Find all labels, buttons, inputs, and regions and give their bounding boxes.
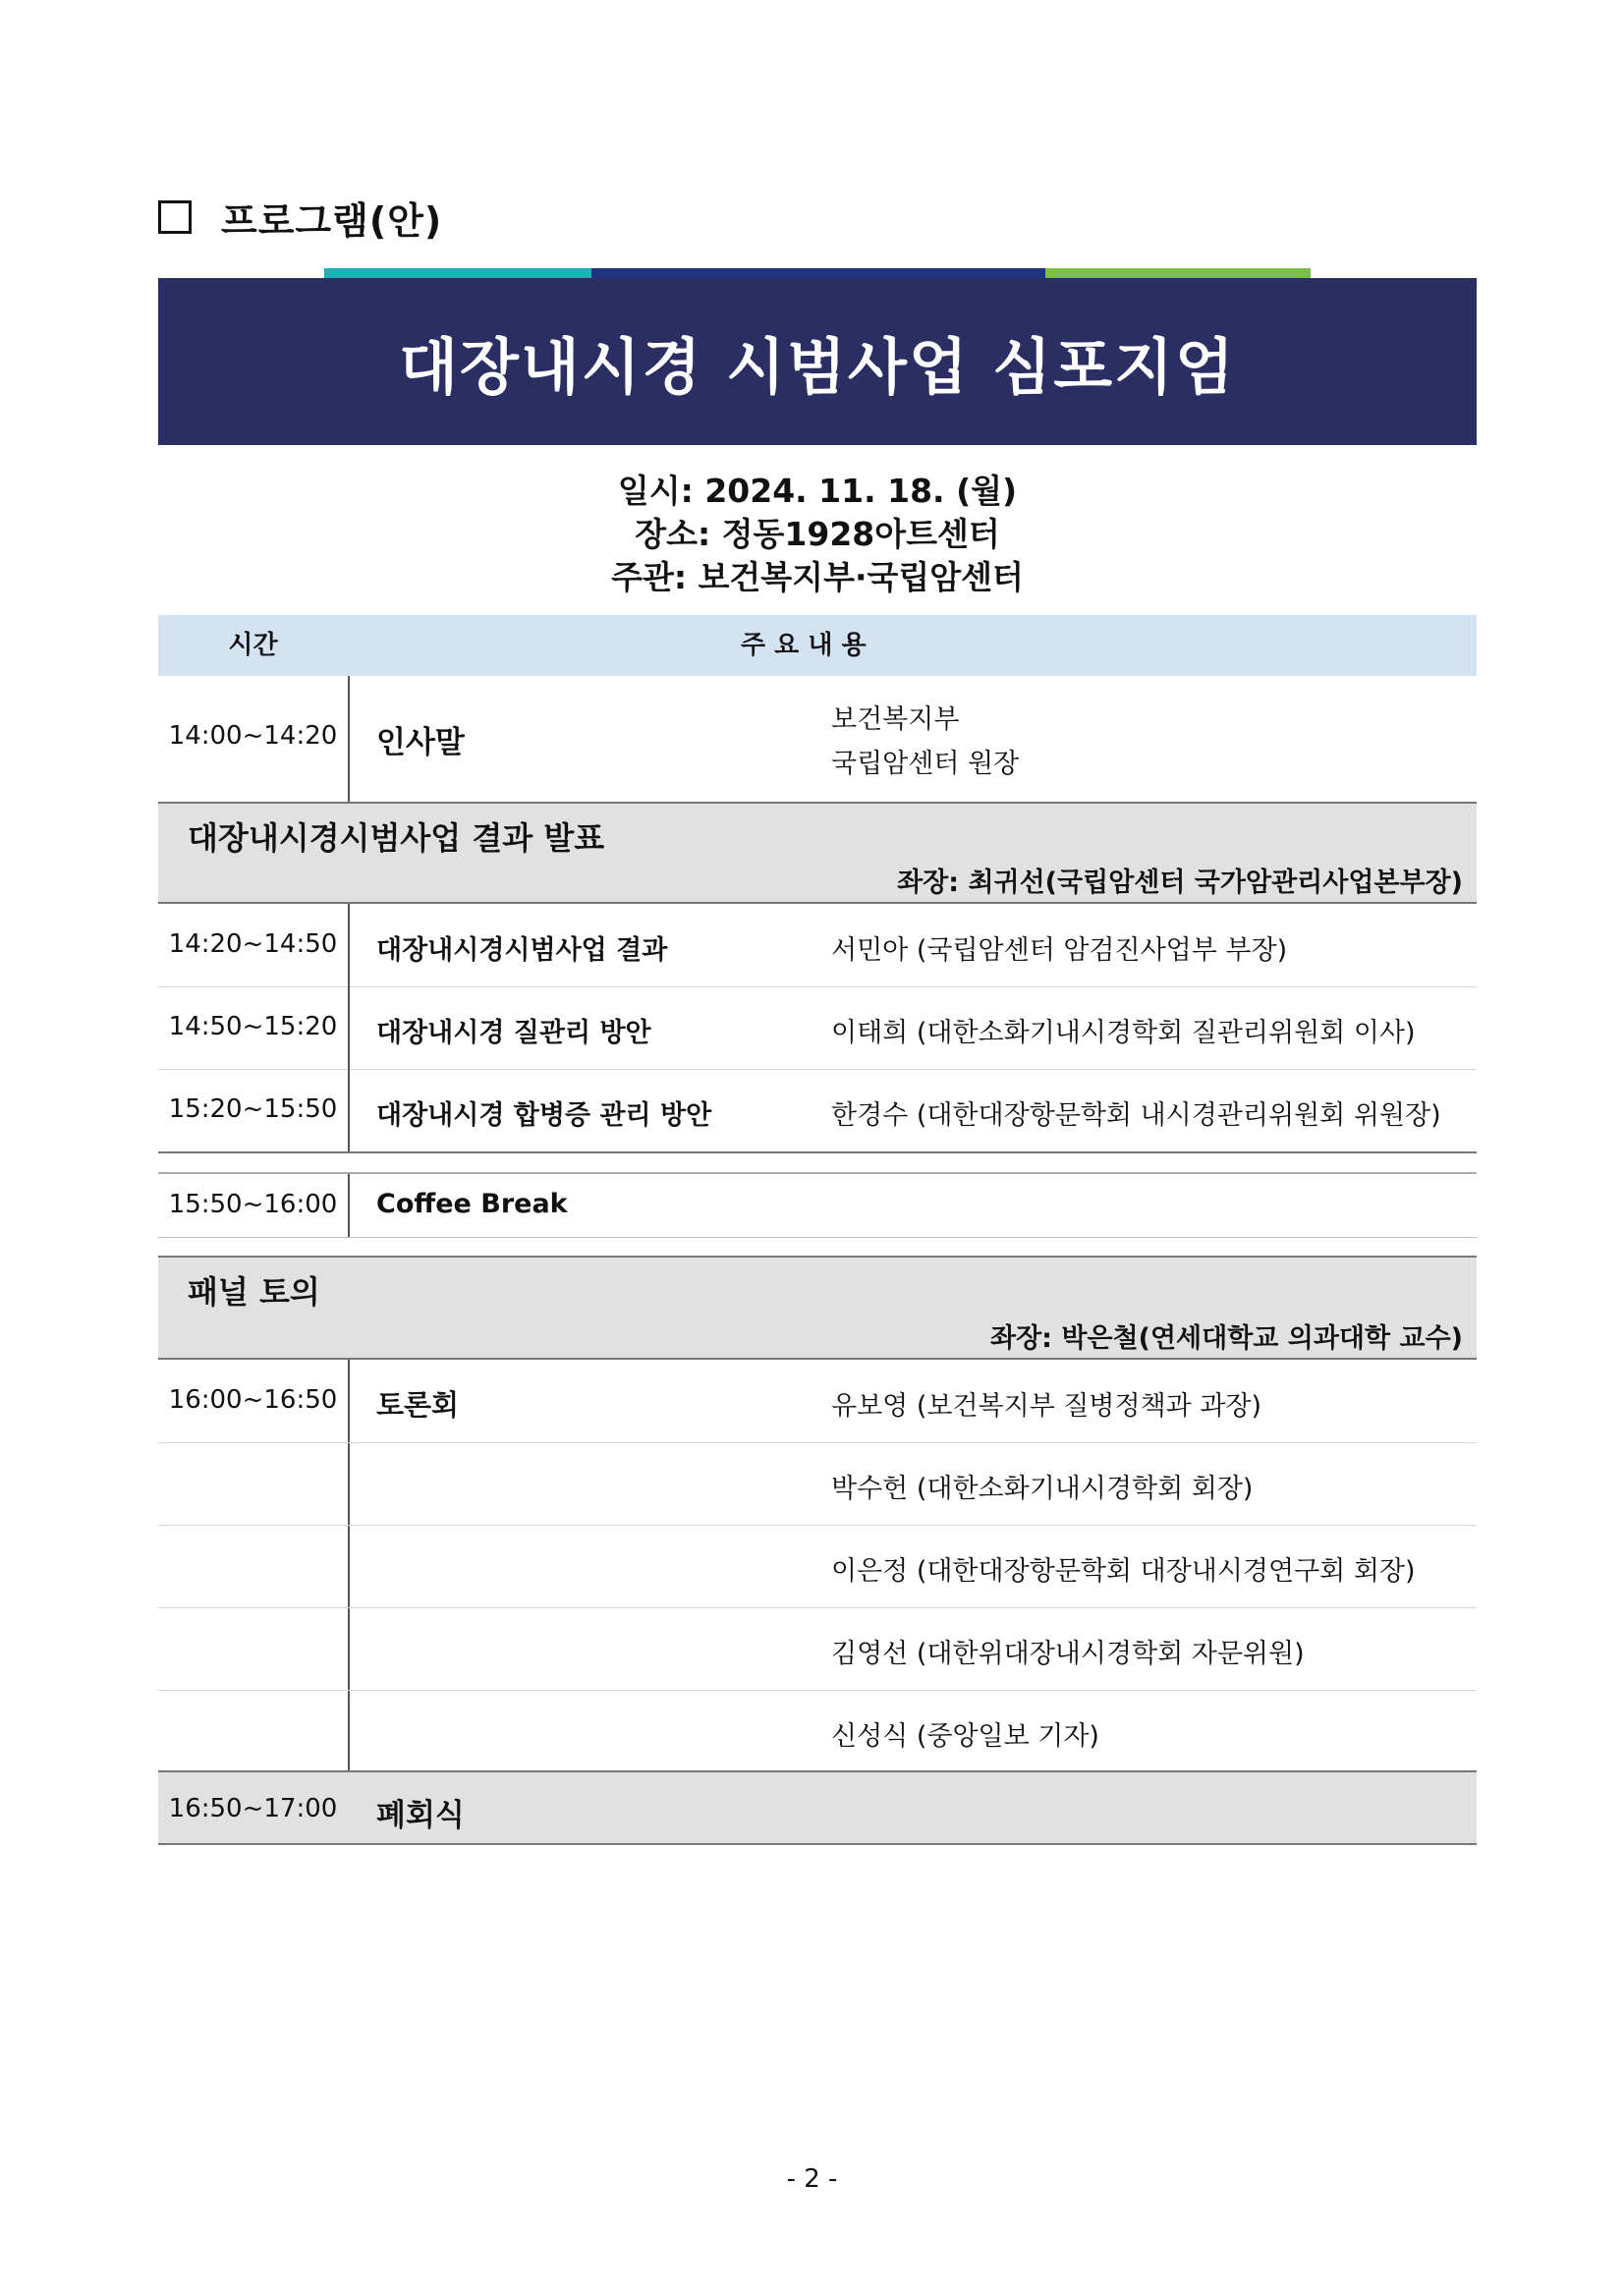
row-divider	[158, 1690, 1477, 1691]
panel-block	[158, 1360, 1477, 1770]
accent-bar-navy	[591, 268, 1045, 278]
row-time: 14:50~15:20	[168, 1012, 338, 1041]
panel-speaker: 이은정 (대한대장항문학회 대장내시경연구회 회장)	[831, 1556, 1416, 1587]
table-row-break	[158, 1174, 1477, 1237]
row-title: 대장내시경 합병증 관리 방안	[376, 1100, 712, 1131]
row-speaker: 서민아 (국립암센터 암검진사업부 부장)	[831, 935, 1288, 966]
session-name: 대장내시경시범사업 결과 발표	[188, 819, 605, 857]
row-title: Coffee Break	[376, 1189, 568, 1219]
row-title: 토론회	[376, 1388, 460, 1422]
row-divider	[158, 1607, 1477, 1608]
row-time: 14:20~14:50	[168, 929, 338, 959]
page-number: - 2 -	[786, 2164, 838, 2194]
event-host: 주관: 보건복지부·국립암센터	[611, 558, 1024, 596]
row-time: 14:00~14:20	[168, 721, 338, 751]
table-row	[158, 904, 1477, 986]
column-divider	[348, 1069, 350, 1151]
panel-speaker: 유보영 (보건복지부 질병정책과 과장)	[831, 1391, 1262, 1422]
session-end-divider	[158, 1151, 1477, 1153]
row-title: 대장내시경 질관리 방안	[376, 1018, 651, 1048]
table-row	[158, 1069, 1477, 1151]
section-title: 프로그램(안)	[221, 198, 443, 243]
row-time: 15:20~15:50	[168, 1094, 338, 1124]
table-row	[158, 986, 1477, 1069]
column-divider	[348, 986, 350, 1069]
row-divider	[158, 1525, 1477, 1526]
title-banner	[158, 278, 1477, 445]
row-divider	[158, 1442, 1477, 1443]
speaker-line-1: 보건복지부	[831, 704, 960, 735]
section-heading	[158, 193, 442, 242]
row-time: 16:00~16:50	[168, 1385, 338, 1415]
column-divider	[348, 1174, 350, 1237]
column-divider	[348, 1360, 350, 1770]
session-name: 패널 토의	[188, 1273, 320, 1311]
speaker-line-2: 국립암센터 원장	[831, 749, 1020, 779]
session-header-panel	[158, 1256, 1477, 1360]
row-title: 대장내시경시범사업 결과	[376, 935, 668, 966]
table-row-opening	[158, 676, 1477, 802]
table-row-closing	[158, 1770, 1477, 1845]
panel-speaker: 신성식 (중앙일보 기자)	[831, 1721, 1099, 1752]
accent-bar-teal	[324, 268, 591, 278]
column-divider	[348, 676, 350, 802]
event-date: 일시: 2024. 11. 18. (월)	[617, 472, 1018, 510]
header-time: 시간	[228, 631, 278, 660]
checkbox-square-icon	[158, 200, 192, 234]
panel-speaker: 박수헌 (대한소화기내시경학회 회장)	[831, 1474, 1254, 1504]
accent-bar-green	[1045, 268, 1311, 278]
header-content: 주 요 내 용	[741, 631, 867, 660]
banner-title: 대장내시경 시범사업 심포지엄	[399, 330, 1236, 403]
row-time: 15:50~16:00	[168, 1190, 338, 1219]
row-title: 인사말	[376, 725, 465, 760]
column-divider	[348, 904, 350, 986]
row-speaker: 이태희 (대한소화기내시경학회 질관리위원회 이사)	[831, 1018, 1416, 1048]
break-bottom-divider	[158, 1237, 1477, 1238]
row-time: 16:50~17:00	[168, 1794, 338, 1823]
event-venue: 장소: 정동1928아트센터	[635, 515, 1000, 553]
row-title: 폐회식	[376, 1798, 465, 1833]
session-chair: 좌장: 최귀선(국립암센터 국가암관리사업본부장)	[897, 868, 1463, 898]
panel-speaker: 김영선 (대한위대장내시경학회 자문위원)	[831, 1639, 1305, 1669]
row-speaker: 한경수 (대한대장항문학회 내시경관리위원회 위원장)	[831, 1100, 1441, 1131]
session-chair: 좌장: 박은철(연세대학교 의과대학 교수)	[990, 1323, 1463, 1354]
table-header	[158, 615, 1477, 676]
session-header-results	[158, 802, 1477, 904]
